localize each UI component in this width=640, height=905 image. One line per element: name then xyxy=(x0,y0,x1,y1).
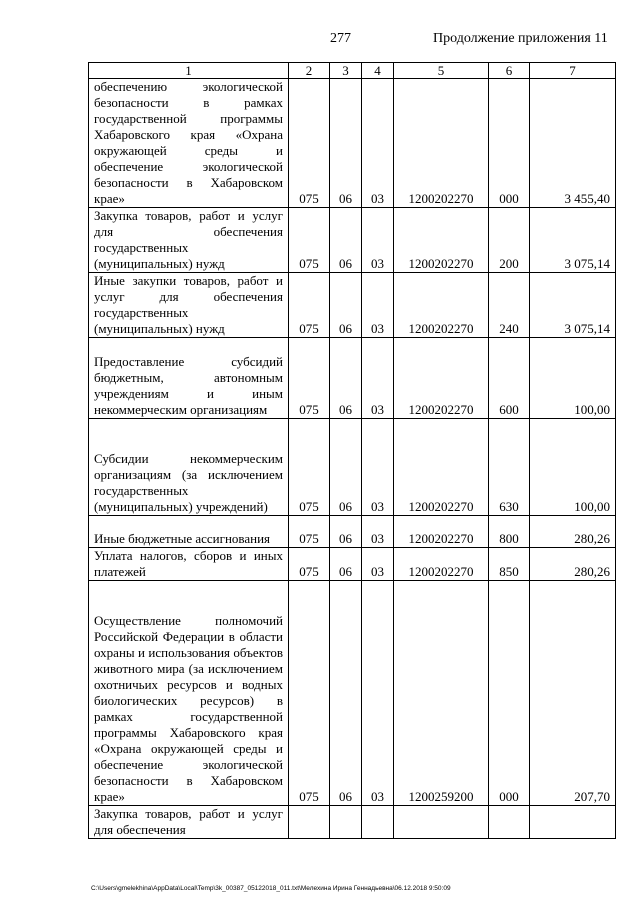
subsection-code-cell: 03 xyxy=(362,273,394,338)
column-header: 4 xyxy=(362,63,394,79)
section-code-cell: 06 xyxy=(330,581,362,806)
ministry-code-cell: 075 xyxy=(289,208,330,273)
column-header: 6 xyxy=(489,63,530,79)
amount-cell: 3 455,40 xyxy=(530,79,616,208)
row-name-cell: Закупка товаров, работ и услуг для обеспечения xyxy=(89,806,289,839)
row-name-cell: Иные закупки товаров, работ и услуг для обеспечения государственных (муниципальных) нужд xyxy=(89,273,289,338)
table-row xyxy=(89,273,616,338)
appendix-caption: Продолжение приложения 11 xyxy=(433,31,608,46)
subsection-code-cell: 03 xyxy=(362,338,394,419)
ministry-code-cell: 075 xyxy=(289,581,330,806)
amount-cell: 280,26 xyxy=(530,516,616,548)
row-name-cell: Закупка товаров, работ и услуг для обеспечения государственных (муниципальных) нужд xyxy=(89,208,289,273)
target-article-cell xyxy=(394,806,489,839)
row-name-cell: Уплата налогов, сборов и иных платежей xyxy=(89,548,289,581)
subsection-code-cell xyxy=(362,806,394,839)
subsection-code-cell: 03 xyxy=(362,208,394,273)
target-article-cell: 1200202270 xyxy=(394,419,489,516)
subsection-code-cell: 03 xyxy=(362,516,394,548)
expense-type-cell: 000 xyxy=(489,581,530,806)
target-article-cell: 1200202270 xyxy=(394,273,489,338)
section-code-cell: 06 xyxy=(330,419,362,516)
column-header: 7 xyxy=(530,63,616,79)
table-row xyxy=(89,338,616,419)
page-number: 277 xyxy=(330,31,351,46)
section-code-cell: 06 xyxy=(330,273,362,338)
expense-type-cell: 200 xyxy=(489,208,530,273)
subsection-code-cell: 03 xyxy=(362,548,394,581)
expense-type-cell: 600 xyxy=(489,338,530,419)
section-code-cell: 06 xyxy=(330,208,362,273)
table-row xyxy=(89,806,616,839)
ministry-code-cell: 075 xyxy=(289,273,330,338)
ministry-code-cell: 075 xyxy=(289,548,330,581)
target-article-cell: 1200202270 xyxy=(394,338,489,419)
section-code-cell: 06 xyxy=(330,516,362,548)
column-header: 5 xyxy=(394,63,489,79)
column-header: 2 xyxy=(289,63,330,79)
expense-type-cell: 240 xyxy=(489,273,530,338)
amount-cell xyxy=(530,806,616,839)
subsection-code-cell: 03 xyxy=(362,419,394,516)
expense-type-cell: 850 xyxy=(489,548,530,581)
expense-type-cell: 000 xyxy=(489,79,530,208)
table-row xyxy=(89,419,616,516)
column-header: 3 xyxy=(330,63,362,79)
ministry-code-cell xyxy=(289,806,330,839)
table-header-row xyxy=(89,63,616,79)
subsection-code-cell: 03 xyxy=(362,581,394,806)
column-header: 1 xyxy=(89,63,289,79)
budget-table xyxy=(88,62,616,839)
target-article-cell: 1200259200 xyxy=(394,581,489,806)
amount-cell: 280,26 xyxy=(530,548,616,581)
row-name-cell: обеспечению экологической безопасности в рамках государственной программы Хабаровского края «Охрана окружающей среды и обеспечение экологической безопасности в Хабаровском крае» xyxy=(89,79,289,208)
amount-cell: 100,00 xyxy=(530,419,616,516)
amount-cell: 3 075,14 xyxy=(530,208,616,273)
table-row xyxy=(89,516,616,548)
ministry-code-cell: 075 xyxy=(289,516,330,548)
table-row xyxy=(89,548,616,581)
target-article-cell: 1200202270 xyxy=(394,548,489,581)
expense-type-cell: 800 xyxy=(489,516,530,548)
target-article-cell: 1200202270 xyxy=(394,516,489,548)
ministry-code-cell: 075 xyxy=(289,338,330,419)
file-path-footer: C:\Users\gmelekhina\AppData\Local\Temp\3k_00387_05122018_011.txt\Мелехина Ирина Геннадьевна\06.12.2018 9:50:09 xyxy=(91,885,451,892)
amount-cell: 3 075,14 xyxy=(530,273,616,338)
ministry-code-cell: 075 xyxy=(289,79,330,208)
subsection-code-cell: 03 xyxy=(362,79,394,208)
table-row xyxy=(89,208,616,273)
section-code-cell: 06 xyxy=(330,79,362,208)
table-row xyxy=(89,581,616,806)
table-row xyxy=(89,79,616,208)
ministry-code-cell: 075 xyxy=(289,419,330,516)
target-article-cell: 1200202270 xyxy=(394,208,489,273)
row-name-cell: Иные бюджетные ассигнования xyxy=(89,516,289,548)
expense-type-cell xyxy=(489,806,530,839)
section-code-cell: 06 xyxy=(330,548,362,581)
row-name-cell: Осуществление полномочий Российской Федерации в области охраны и использования объектов животного мира (за исключением охотничьих ресурсов и водных биологических ресурсов) в рамках государственной программы Хабаровского края «Охрана окружающей среды и обеспечение экологической безопасности в Хабаровском крае» xyxy=(89,581,289,806)
section-code-cell xyxy=(330,806,362,839)
expense-type-cell: 630 xyxy=(489,419,530,516)
amount-cell: 100,00 xyxy=(530,338,616,419)
row-name-cell: Субсидии некоммерческим организациям (за исключением государственных (муниципальных) учреждений) xyxy=(89,419,289,516)
section-code-cell: 06 xyxy=(330,338,362,419)
row-name-cell: Предоставление субсидий бюджетным, автономным учреждениям и иным некоммерческим организациям xyxy=(89,338,289,419)
amount-cell: 207,70 xyxy=(530,581,616,806)
target-article-cell: 1200202270 xyxy=(394,79,489,208)
